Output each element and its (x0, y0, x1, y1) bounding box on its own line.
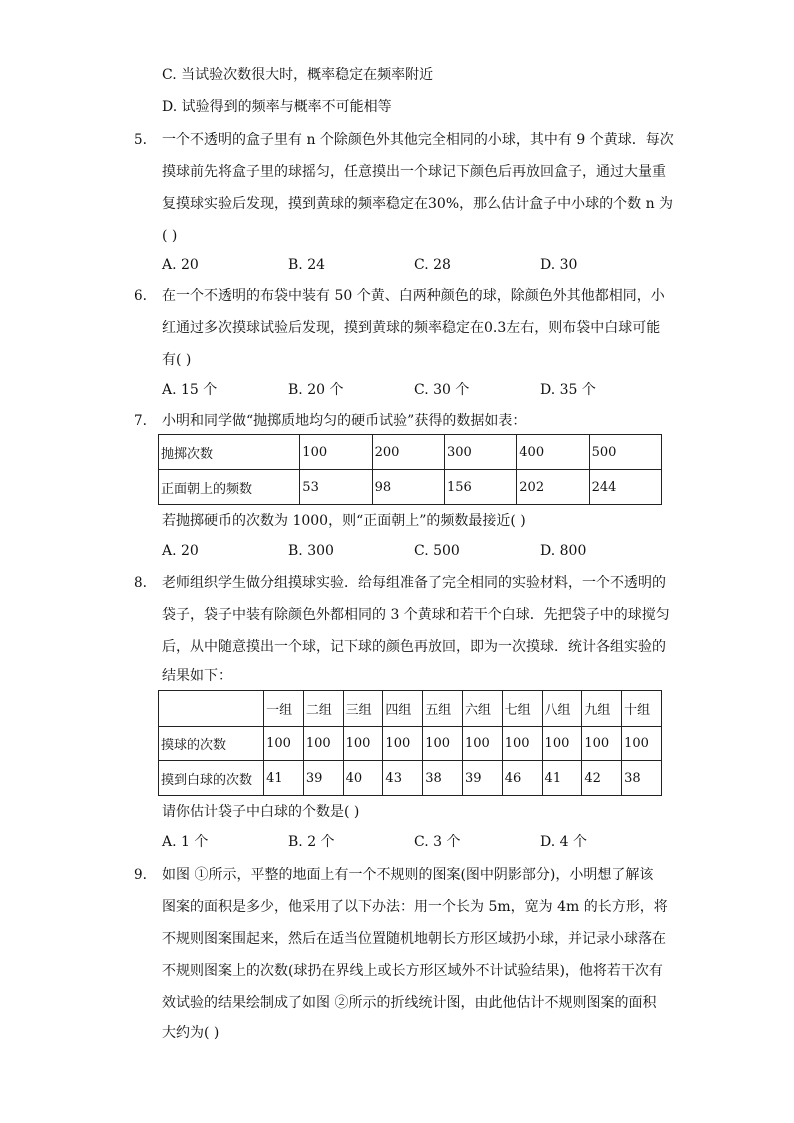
q8-line-3: 后，从中随意摸出一个球，记下球的颜色再放回，即为一次摸球．统计各组实验的 (162, 639, 666, 655)
table-cell: 100 (542, 727, 582, 761)
table-cell: 244 (589, 470, 661, 505)
q5-line-3: 复摸球实验后发现，摸到黄球的频率稳定在30%，那么估计盒子中小球的个数 n 为 (162, 196, 674, 212)
q6-option-c[interactable]: C. 30 个 (414, 382, 470, 398)
q8-question: 请你估计袋子中白球的个数是( ) (162, 804, 360, 820)
table-cell: 四组 (383, 691, 423, 727)
q9-line-2: 图案的面积是多少，他采用了以下办法：用一个长为 5m，宽为 4m 的长方形，将 (162, 899, 668, 915)
table-cell: 100 (502, 727, 542, 761)
table-cell: 七组 (502, 691, 542, 727)
table-cell: 41 (542, 761, 582, 796)
q7-option-c[interactable]: C. 500 (414, 543, 460, 559)
table-cell: 39 (303, 761, 343, 796)
q6-line-2: 红通过多次摸球试验后发现，摸到黄球的频率稳定在0.3左右，则布袋中白球可能 (162, 320, 661, 336)
table-cell: 100 (622, 727, 662, 761)
q7-option-b[interactable]: B. 300 (288, 543, 334, 559)
q6-number: 6. (134, 288, 147, 304)
q6-line-3: 有( ) (162, 352, 192, 368)
table-cell: 十组 (622, 691, 662, 727)
q9-line-3: 不规则图案围起来，然后在适当位置随机地朝长方形区域扔小球，并记录小球落在 (162, 931, 666, 947)
table-cell: 38 (622, 761, 662, 796)
q5-option-c[interactable]: C. 28 (414, 257, 451, 273)
q9-number: 9. (134, 867, 147, 883)
q5-line-1: 一个不透明的盒子里有 n 个除颜色外其他完全相同的小球，其中有 9 个黄球．每次 (162, 132, 674, 148)
table-cell: 100 (343, 727, 383, 761)
table-cell: 38 (423, 761, 463, 796)
table-cell (159, 691, 264, 727)
table-cell: 正面朝上的频数 (159, 470, 300, 505)
table-cell: 41 (264, 761, 304, 796)
table-row (159, 691, 662, 727)
q9-line-5: 效试验的结果绘制成了如图 ②所示的折线统计图，由此他估计不规则图案的面积 (162, 995, 657, 1011)
table-cell: 53 (300, 470, 372, 505)
table-cell: 46 (502, 761, 542, 796)
q9-line-6: 大约为( ) (162, 1025, 220, 1041)
table-cell: 九组 (582, 691, 622, 727)
q8-line-2: 袋子，袋子中装有除颜色外都相同的 3 个黄球和若干个白球．先把袋子中的球搅匀 (162, 607, 670, 623)
q6-option-b[interactable]: B. 20 个 (288, 382, 344, 398)
table-cell: 500 (589, 435, 661, 470)
table-cell: 六组 (462, 691, 502, 727)
q8-number: 8. (134, 575, 147, 591)
table-cell: 40 (343, 761, 383, 796)
q7-intro: 小明和同学做“抛掷质地均匀的硬币试验”获得的数据如表： (162, 413, 527, 429)
q5-number: 5. (134, 132, 147, 148)
prev-option-d: D. 试验得到的频率与概率不可能相等 (162, 99, 392, 115)
table-cell: 400 (517, 435, 589, 470)
table-cell: 摸到白球的次数 (159, 761, 264, 796)
q7-data-table (158, 434, 662, 505)
q8-line-4: 结果如下： (162, 668, 232, 684)
table-row (159, 470, 662, 505)
table-cell: 200 (372, 435, 444, 470)
q5-option-b[interactable]: B. 24 (288, 257, 326, 273)
table-cell: 42 (582, 761, 622, 796)
table-cell: 300 (444, 435, 516, 470)
table-cell: 100 (462, 727, 502, 761)
table-row (159, 435, 662, 470)
q8-option-d[interactable]: D. 4 个 (540, 834, 587, 850)
q8-option-c[interactable]: C. 3 个 (414, 834, 461, 850)
table-cell: 八组 (542, 691, 582, 727)
q9-line-4: 不规则图案上的次数(球扔在界线上或长方形区域外不计试验结果)，他将若干次有 (162, 963, 663, 979)
table-cell: 抛掷次数 (159, 435, 300, 470)
q8-option-b[interactable]: B. 2 个 (288, 834, 335, 850)
q7-number: 7. (134, 413, 147, 429)
table-cell: 98 (372, 470, 444, 505)
table-cell: 五组 (423, 691, 463, 727)
table-cell: 202 (517, 470, 589, 505)
q8-data-table (158, 690, 662, 796)
q7-question: 若抛掷硬币的次数为 1000，则“正面朝上”的频数最接近( ) (162, 513, 526, 529)
table-cell: 二组 (303, 691, 343, 727)
table-cell: 43 (383, 761, 423, 796)
q7-option-a[interactable]: A. 20 (162, 543, 199, 559)
q6-option-d[interactable]: D. 35 个 (540, 382, 596, 398)
q8-option-a[interactable]: A. 1 个 (162, 834, 209, 850)
prev-option-c: C. 当试验次数很大时，概率稳定在频率附近 (162, 67, 434, 83)
table-cell: 一组 (264, 691, 304, 727)
q5-option-d[interactable]: D. 30 (540, 257, 578, 273)
table-cell: 39 (462, 761, 502, 796)
table-cell: 156 (444, 470, 516, 505)
table-cell: 100 (300, 435, 372, 470)
q5-option-a[interactable]: A. 20 (162, 257, 199, 273)
table-cell: 100 (423, 727, 463, 761)
table-cell: 三组 (343, 691, 383, 727)
table-row (159, 761, 662, 796)
q7-option-d[interactable]: D. 800 (540, 543, 587, 559)
table-cell: 100 (383, 727, 423, 761)
q5-line-2: 摸球前先将盒子里的球摇匀，任意摸出一个球记下颜色后再放回盒子，通过大量重 (162, 164, 666, 180)
table-cell: 100 (582, 727, 622, 761)
table-row (159, 727, 662, 761)
table-cell: 摸球的次数 (159, 727, 264, 761)
table-cell: 100 (303, 727, 343, 761)
q6-option-a[interactable]: A. 15 个 (162, 382, 218, 398)
q9-line-1: 如图 ①所示，平整的地面上有一个不规则的图案(图中阴影部分)，小明想了解该 (162, 867, 654, 883)
table-cell: 100 (264, 727, 304, 761)
q8-line-1: 老师组织学生做分组摸球实验．给每组准备了完全相同的实验材料，一个不透明的 (162, 575, 666, 591)
q5-line-4: ( ) (162, 228, 178, 244)
q6-line-1: 在一个不透明的布袋中装有 50 个黄、白两种颜色的球，除颜色外其他都相同，小 (162, 288, 665, 304)
